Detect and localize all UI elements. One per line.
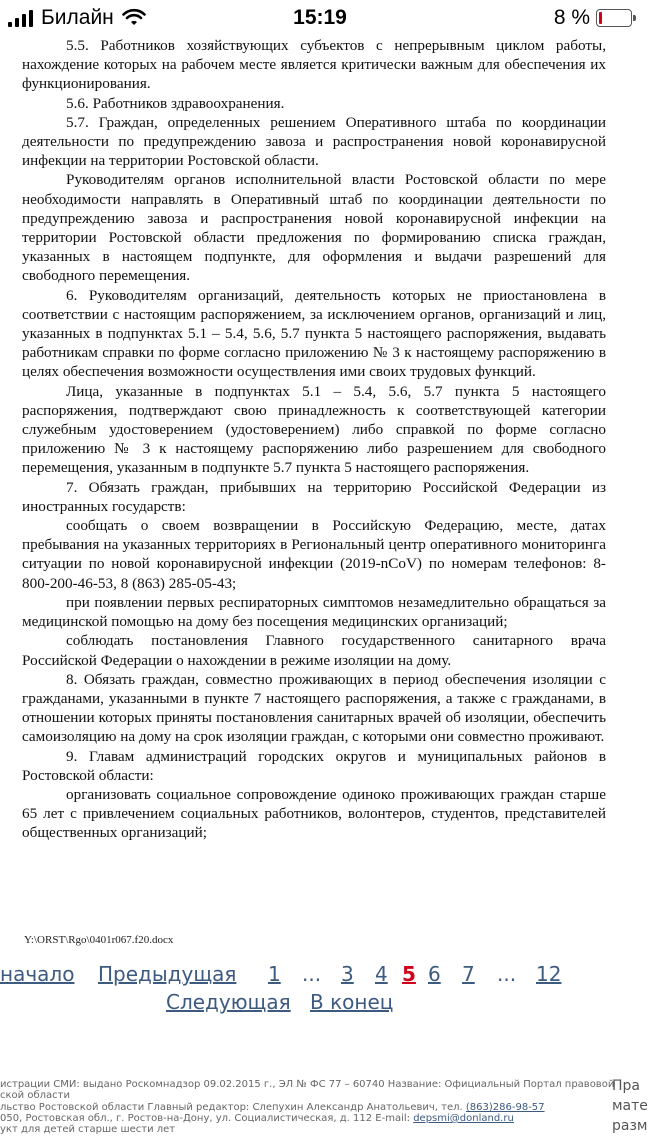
page-first-link[interactable]: начало — [0, 962, 75, 986]
page-ellipsis: ... — [302, 962, 322, 986]
battery-icon — [596, 9, 632, 27]
doc-paragraph: Лица, указанные в подпунктах 5.1 – 5.4, 5.6, 5.7 пункта 5 настоящего распоряжения, подтверждают свою принадлежность к соответствующей категории служебным удостоверением (удостоверением) либо справкой по форме согласно приложению № 3 к настоящему распоряжению либо разрешением для свободного перемещения, указанным в подпункте 5.7 пункта 5 настоящего распоряжения. — [22, 382, 606, 477]
doc-file-path: Y:\ORST\Rgo\0401r067.f20.docx — [24, 934, 174, 946]
page-link-current[interactable]: 5 — [402, 962, 416, 986]
battery-percent: 8 % — [553, 6, 590, 29]
footer-side-link[interactable]: Пра — [612, 1078, 640, 1094]
page-ellipsis: ... — [497, 962, 517, 986]
doc-paragraph: 8. Обязать граждан, совместно проживающих в период обеспечения изоляции с гражданами, указанными в пункте 7 настоящего распоряжения, а также с гражданами, в отношении которых приняты постановления санитарных врачей об изоляции, обеспечить самоизоляцию на дому на срок изоляции граждан, с которыми они совместно проживают. — [22, 670, 606, 746]
doc-paragraph: 5.6. Работников здравоохранения. — [66, 94, 285, 112]
footer-side-link[interactable]: разм — [612, 1118, 648, 1134]
footer-side-links — [612, 1076, 648, 1136]
page-link-7[interactable]: 7 — [462, 962, 475, 986]
doc-paragraph: 9. Главам администраций городских округов и муниципальных районов в Ростовской области: — [22, 747, 606, 784]
status-bar — [0, 0, 640, 36]
footer-region: ской области — [0, 1090, 70, 1101]
footer-age-rating: укт для детей старше шести лет — [0, 1124, 176, 1135]
footer-editor: льство Ростовской области Главный редактор: Слепухин Александр Анатольевич, тел. (863)286-98-57 — [0, 1102, 545, 1113]
page-link-12[interactable]: 12 — [536, 962, 562, 986]
page-prev-link[interactable]: Предыдущая — [98, 962, 237, 986]
doc-paragraph: при появлении первых респираторных симптомов незамедлительно обращаться за медицинской помощью на дому без посещения медицинских организаций; — [22, 593, 606, 631]
page-last-link[interactable]: В конец — [310, 990, 394, 1014]
site-footer — [0, 1076, 640, 1138]
doc-paragraph: сообщать о своем возвращении в Российскую Федерацию, месте, датах пребывания на указанных территориях в Региональный центр оперативного мониторинга ситуации по новой коронавирусной инфекции (2019-nCoV) по номерам телефонов: 8-800-200-46-53, 8 (863) 285-05-43; — [22, 517, 606, 592]
page-link-3[interactable]: 3 — [341, 962, 354, 986]
clock: 15:19 — [293, 6, 347, 29]
footer-registration: истрации СМИ: выдано Роскомнадзор 09.02.2015 г., ЭЛ № ФС 77 – 60740 Название: Официальный Портал правовой — [0, 1079, 615, 1090]
page-link-1[interactable]: 1 — [268, 962, 281, 986]
page-link-4[interactable]: 4 — [375, 962, 388, 986]
page-next-link[interactable]: Следующая — [166, 990, 291, 1014]
doc-paragraph: 6. Руководителям организаций, деятельность которых не приостановлена в соответствии с настоящим распоряжением, за исключением органов, организаций и лиц, указанных в подпунктах 5.1 – 5.4, 5.6, 5.7 пункта 5 настоящего распоряжения, выдавать работникам справки по форме согласно приложению № 3 к настоящему распоряжению в целях обеспечения возможности осуществления ими своих трудовых функций. — [22, 286, 606, 381]
document-page — [22, 36, 606, 843]
doc-paragraph: 5.5. Работников хозяйствующих субъектов с непрерывным циклом работы, нахождение которых на рабочем месте является критически важным для обеспечения их функционирования. — [22, 37, 606, 93]
footer-email-link[interactable]: depsmi@donland.ru — [413, 1113, 514, 1124]
doc-paragraph: 7. Обязать граждан, прибывших на территорию Российской Федерации из иностранных государств: — [22, 478, 606, 515]
doc-paragraph: Руководителям органов исполнительной власти Ростовской области по мере необходимости направлять в Оперативный штаб по координации деятельности по предупреждению завоза и распространения новой коронавирусной инфекции на территории Ростовской области предложения по формированию списка граждан, указанных в настоящем подпункте, для оформления и выдачи разрешений для свободного перемещения. — [22, 171, 606, 285]
doc-paragraph: 5.7. Граждан, определенных решением Оперативного штаба по координации деятельности по предупреждению завоза и распространения новой коронавирусной инфекции на территории Ростовской области. — [22, 113, 606, 170]
carrier-name: Билайн — [41, 6, 114, 29]
footer-address: 050, Ростовская обл., г. Ростов-на-Дону, ул. Социалистическая, д. 112 E-mail: depsmi@donland.ru — [0, 1113, 514, 1124]
doc-paragraph: соблюдать постановления Главного государственного санитарного врача Российской Федерации о нахождении в режиме изоляции на дому. — [22, 632, 606, 669]
footer-side-link[interactable]: мате — [612, 1098, 648, 1114]
footer-phone-link[interactable]: (863)286-98-57 — [465, 1102, 545, 1113]
page-link-6[interactable]: 6 — [428, 962, 441, 986]
doc-paragraph: организовать социальное сопровождение одиноко проживающих граждан старше 65 лет с привлечением социальных работников, волонтеров, студентов, представителей общественных организаций; — [22, 785, 606, 842]
status-bar-right — [554, 6, 632, 30]
